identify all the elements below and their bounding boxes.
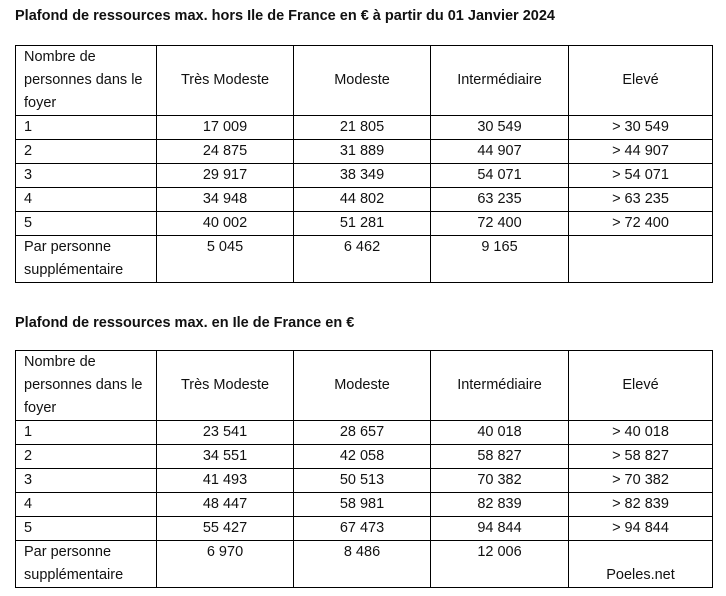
value-cell: 24 875 bbox=[157, 140, 294, 164]
value-cell: 12 006 bbox=[431, 541, 569, 588]
value-cell: 72 400 bbox=[431, 212, 569, 236]
value-cell: 40 018 bbox=[431, 421, 569, 445]
watermark-text: Poeles.net bbox=[606, 567, 675, 583]
header-row bbox=[16, 351, 713, 421]
header-modeste: Modeste bbox=[294, 46, 431, 116]
value-cell: 8 486 bbox=[294, 541, 431, 588]
value-cell: 34 551 bbox=[157, 445, 294, 469]
value-cell: 38 349 bbox=[294, 164, 431, 188]
extra-person-label: Par personne supplémentaire bbox=[16, 541, 157, 588]
value-cell: 48 447 bbox=[157, 493, 294, 517]
table-row bbox=[16, 212, 713, 236]
value-cell: > 30 549 bbox=[569, 116, 713, 140]
household-size-cell: 3 bbox=[16, 164, 157, 188]
value-cell: > 40 018 bbox=[569, 421, 713, 445]
value-cell: > 58 827 bbox=[569, 445, 713, 469]
extra-person-row bbox=[16, 541, 713, 588]
table-row bbox=[16, 188, 713, 212]
value-cell: 55 427 bbox=[157, 517, 294, 541]
value-cell: 44 907 bbox=[431, 140, 569, 164]
value-cell: 94 844 bbox=[431, 517, 569, 541]
extra-person-row bbox=[16, 236, 713, 283]
income-ceiling-table-idf bbox=[15, 350, 713, 588]
value-cell: 50 513 bbox=[294, 469, 431, 493]
household-size-cell: 5 bbox=[16, 212, 157, 236]
table-row bbox=[16, 164, 713, 188]
header-intermediaire: Intermédiaire bbox=[431, 351, 569, 421]
value-cell: > 94 844 bbox=[569, 517, 713, 541]
value-cell: 58 981 bbox=[294, 493, 431, 517]
household-size-cell: 3 bbox=[16, 469, 157, 493]
table-title: Plafond de ressources max. en Ile de France en € bbox=[15, 315, 355, 331]
header-row bbox=[16, 46, 713, 116]
household-size-cell: 4 bbox=[16, 188, 157, 212]
value-cell bbox=[569, 236, 713, 283]
value-cell: 6 970 bbox=[157, 541, 294, 588]
household-size-cell: 2 bbox=[16, 140, 157, 164]
header-eleve: Elevé bbox=[569, 351, 713, 421]
header-intermediaire: Intermédiaire bbox=[431, 46, 569, 116]
value-cell: 31 889 bbox=[294, 140, 431, 164]
value-cell: 17 009 bbox=[157, 116, 294, 140]
value-cell: 34 948 bbox=[157, 188, 294, 212]
value-cell: 82 839 bbox=[431, 493, 569, 517]
value-cell: > 70 382 bbox=[569, 469, 713, 493]
extra-person-label: Par personne supplémentaire bbox=[16, 236, 157, 283]
value-cell: 41 493 bbox=[157, 469, 294, 493]
value-cell: > 63 235 bbox=[569, 188, 713, 212]
table-row bbox=[16, 493, 713, 517]
value-cell: 67 473 bbox=[294, 517, 431, 541]
table-row bbox=[16, 116, 713, 140]
value-cell: 21 805 bbox=[294, 116, 431, 140]
value-cell: 5 045 bbox=[157, 236, 294, 283]
household-size-cell: 4 bbox=[16, 493, 157, 517]
value-cell: 23 541 bbox=[157, 421, 294, 445]
value-cell bbox=[569, 541, 713, 588]
household-size-cell: 1 bbox=[16, 116, 157, 140]
value-cell: 6 462 bbox=[294, 236, 431, 283]
value-cell: 40 002 bbox=[157, 212, 294, 236]
value-cell: 9 165 bbox=[431, 236, 569, 283]
value-cell: 51 281 bbox=[294, 212, 431, 236]
value-cell: > 72 400 bbox=[569, 212, 713, 236]
household-size-cell: 5 bbox=[16, 517, 157, 541]
value-cell: 58 827 bbox=[431, 445, 569, 469]
household-size-cell: 1 bbox=[16, 421, 157, 445]
table-row bbox=[16, 140, 713, 164]
income-ceiling-table-outside-idf bbox=[15, 45, 713, 283]
value-cell: 63 235 bbox=[431, 188, 569, 212]
value-cell: 54 071 bbox=[431, 164, 569, 188]
value-cell: > 54 071 bbox=[569, 164, 713, 188]
table-row bbox=[16, 517, 713, 541]
value-cell: 44 802 bbox=[294, 188, 431, 212]
value-cell: 70 382 bbox=[431, 469, 569, 493]
value-cell: > 82 839 bbox=[569, 493, 713, 517]
table-row bbox=[16, 421, 713, 445]
header-tres-modeste: Très Modeste bbox=[157, 46, 294, 116]
header-tres-modeste: Très Modeste bbox=[157, 351, 294, 421]
value-cell: > 44 907 bbox=[569, 140, 713, 164]
household-size-cell: 2 bbox=[16, 445, 157, 469]
header-modeste: Modeste bbox=[294, 351, 431, 421]
header-eleve: Elevé bbox=[569, 46, 713, 116]
value-cell: 30 549 bbox=[431, 116, 569, 140]
table-title: Plafond de ressources max. hors Ile de France en € à partir du 01 Janvier 2024 bbox=[15, 8, 555, 24]
header-household-size: Nombre de personnes dans le foyer bbox=[16, 46, 157, 116]
table-row bbox=[16, 445, 713, 469]
value-cell: 42 058 bbox=[294, 445, 431, 469]
table-row bbox=[16, 469, 713, 493]
header-household-size: Nombre de personnes dans le foyer bbox=[16, 351, 157, 421]
value-cell: 29 917 bbox=[157, 164, 294, 188]
value-cell: 28 657 bbox=[294, 421, 431, 445]
